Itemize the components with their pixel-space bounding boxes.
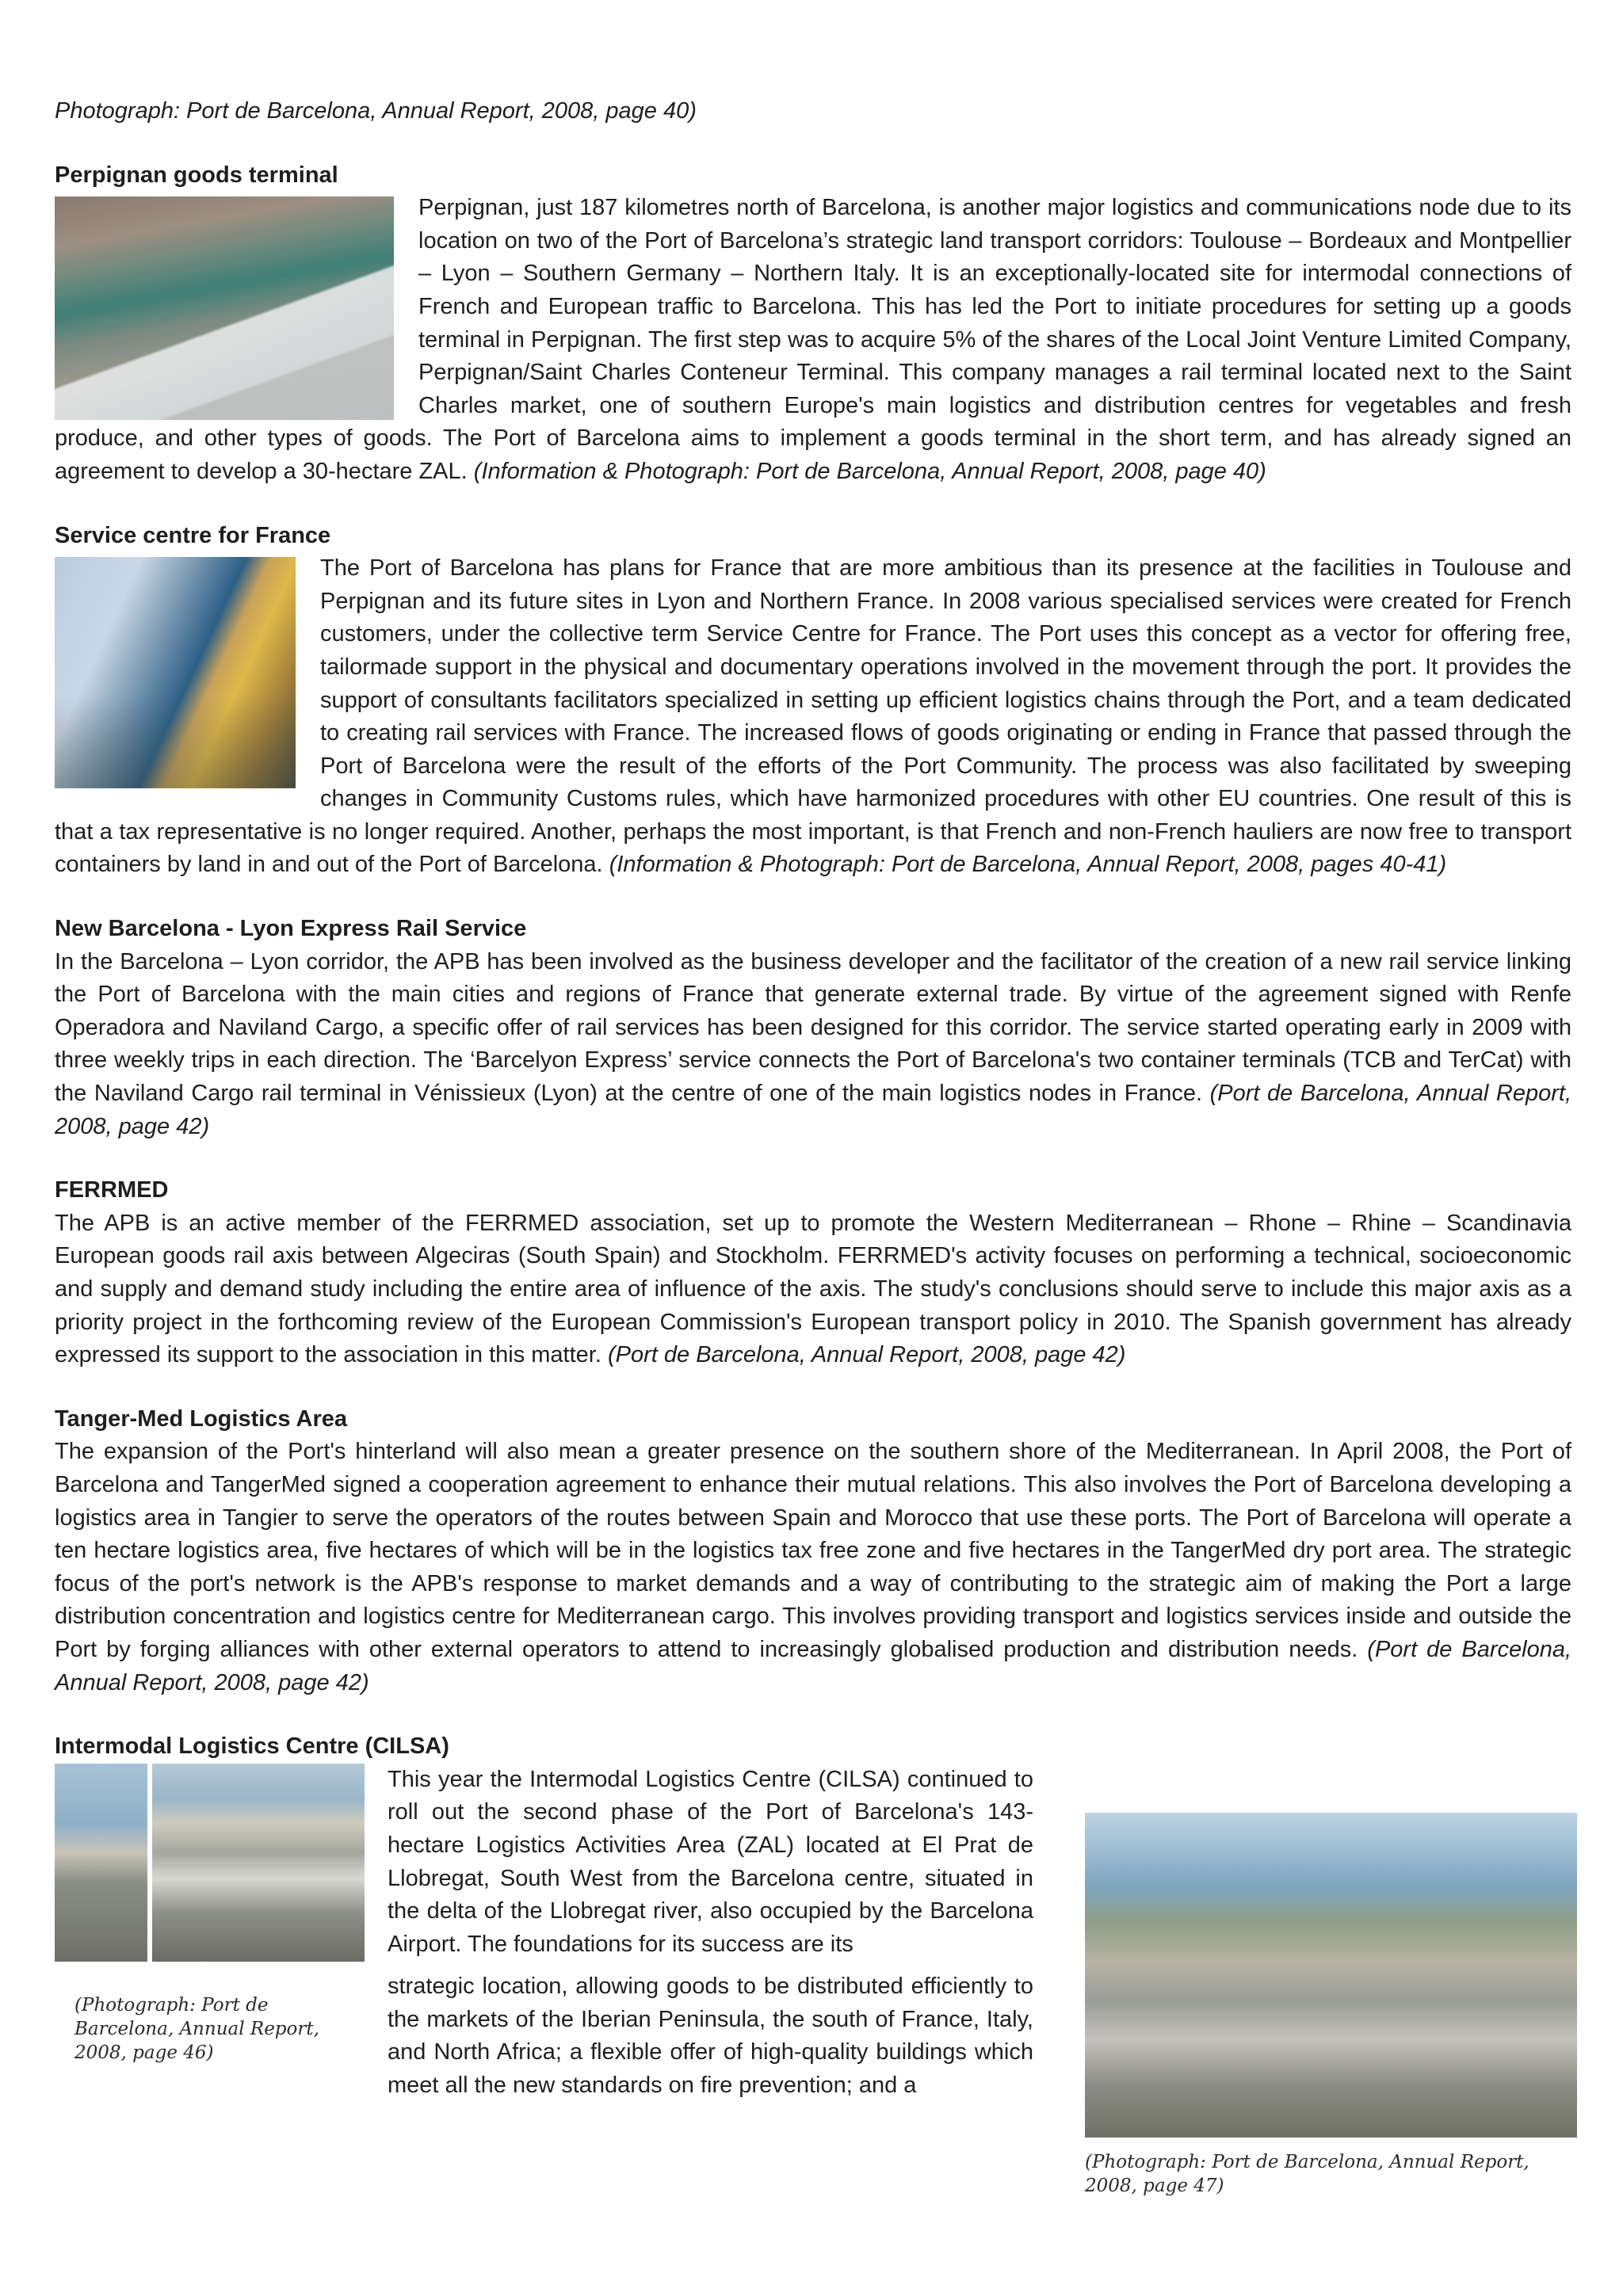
- france-paragraph: [55, 552, 1571, 882]
- cilsa-aerial-photo-a: [55, 1764, 147, 1962]
- perpignan-paragraph: [55, 192, 1571, 488]
- cilsa-left-photo-caption: (Photograph: Port de Barcelona, Annual Report, 2008, page 46): [74, 1994, 319, 2063]
- france-heading: Service centre for France: [55, 522, 331, 548]
- cilsa-zal-aerial-photo: [1085, 1813, 1577, 2138]
- ferrmed-paragraph: [55, 1207, 1571, 1372]
- section-service-centre-france: [55, 520, 1571, 883]
- section-tanger-med: [55, 1403, 1571, 1699]
- tanger-paragraph: [55, 1436, 1571, 1699]
- cilsa-body-part2: strategic location, allowing goods to be distributed efficiently to the markets of the Iberian Peninsula, the south of France, Italy, and North Africa; a flexible offer of high-quality buildings which meet all the new standards on fire prevention; and a: [388, 1974, 1033, 2099]
- ferrmed-citation: (Port de Barcelona, Annual Report, 2008, page 42): [607, 1342, 1126, 1368]
- perpignan-body: Perpignan, just 187 kilometres north of Barcelona, is another major logistics and communications node due to its location on two of the Port of Barcelona’s strategic land transport corridors: Toulouse – Bordeaux and Montpellier – Lyon – Southern Germany – Northern Italy. It is an exceptionally-located site for intermodal connections of French and European traffic to Barcelona. This has led the Port to initiate procedures for setting up a goods terminal in Perpignan. The first step was to acquire 5% of the shares of the Local Joint Venture Limited Company, Perpignan/Saint Charles Conteneur Terminal. This company manages a rail terminal located next to the Saint Charles market, one of southern Europe's main logistics and distribution centres for vegetables and fresh produce, and other types of goods. The Port of Barcelona aims to implement a goods terminal in the short term, and has already signed an agreement to develop a 30-hectare ZAL.: [55, 195, 1571, 484]
- perpignan-heading: Perpignan goods terminal: [55, 162, 338, 188]
- tanger-heading: Tanger-Med Logistics Area: [55, 1405, 348, 1432]
- lyon-heading: New Barcelona - Lyon Express Rail Service: [55, 916, 527, 942]
- cilsa-paragraph: [388, 1764, 1033, 2103]
- tanger-body: The expansion of the Port's hinterland will also mean a greater presence on the southern shore of the Mediterranean. In April 2008, the Port of Barcelona and TangerMed signed a cooperation agreement to enhance their mutual relations. This also involves the Port of Barcelona developing a logistics area in Tangier to serve the operators of the routes between Spain and Morocco that use these ports. The Port of Barcelona will operate a ten hectare logistics area, five hectares of which will be in the logistics tax free zone and five hectares in the TangerMed dry port area. The strategic focus of the port's network is the APB's response to market demands and a way of contributing to the strategic aim of making the Port a large distribution concentration and logistics centre for Mediterranean cargo. This involves providing transport and logistics services inside and outside the Port by forging alliances with other external operators to attend to increasingly globalised production and distribution needs.: [55, 1439, 1571, 1662]
- perpignan-terminal-photo: [55, 196, 394, 420]
- perpignan-citation: (Information & Photograph: Port de Barcelona, Annual Report, 2008, page 40): [473, 458, 1266, 484]
- section-lyon-express: [55, 913, 1571, 1143]
- section-ferrmed: [55, 1174, 1571, 1372]
- section-perpignan: [55, 159, 1571, 489]
- cilsa-aerial-photo-b: [152, 1764, 365, 1962]
- france-citation: (Information & Photograph: Port de Barcelona, Annual Report, 2008, pages 40-41): [609, 852, 1447, 878]
- cilsa-left-photos: [55, 1764, 365, 2063]
- lyon-citation: (Port de Barcelona, Annual Report, 2008, page 42): [55, 1081, 1572, 1139]
- ferrmed-heading: FERRMED: [55, 1177, 169, 1203]
- ferrmed-body: The APB is an active member of the FERRMED association, set up to promote the Western Mediterranean – Rhone – Rhine – Scandinavia European goods rail axis between Algeciras (South Spain) and Stockholm. FERRMED's activity focuses on performing a technical, socioeconomic and supply and demand study including the entire area of influence of the axis. The study's conclusions should serve to include this major axis as a priority project in the forthcoming review of the European Commission's European transport policy in 2010. The Spanish government has already expressed its support to the association in this matter.: [55, 1210, 1571, 1368]
- top-photo-caption: Photograph: Port de Barcelona, Annual Report, 2008, page 40): [55, 98, 697, 124]
- lyon-paragraph: [55, 946, 1571, 1144]
- france-body: The Port of Barcelona has plans for France that are more ambitious than its presence at the facilities in Toulouse and Perpignan and its future sites in Lyon and Northern France. In 2008 various specialised services were created for French customers, under the collective term Service Centre for France. The Port uses this concept as a vector for offering free, tailormade support in the physical and documentary operations involved in the movement through the port. It provides the support of consultants facilitators specialized in setting up efficient logistics chains through the Port, and a team dedicated to creating rail services with France. The increased flows of goods originating or ending in France that passed through the Port of Barcelona were the result of the efforts of the Port Community. The process was also facilitated by sweeping changes in Community Customs rules, which have harmonized procedures with other EU countries. One result of this is that a tax representative is no longer required. Another, perhaps the most important, is that French and non-French hauliers are now free to transport containers by land in and out of the Port of Barcelona.: [55, 555, 1571, 878]
- tanger-citation: (Port de Barcelona, Annual Report, 2008, page 42): [55, 1636, 1572, 1695]
- service-centre-photo: [55, 557, 296, 788]
- cilsa-right-photo-caption: (Photograph: Port de Barcelona, Annual Report, 2008, page 47): [1085, 2152, 1529, 2196]
- lyon-body: In the Barcelona – Lyon corridor, the APB has been involved as the business developer and the facilitator of the creation of a new rail service linking the Port of Barcelona with the main cities and regions of France that generate external trade. By virtue of the agreement signed with Renfe Operadora and Naviland Cargo, a specific offer of rail services has been designed for this corridor. The service started operating early in 2009 with three weekly trips in each direction. The ‘Barcelyon Express’ service connects the Port of Barcelona's two container terminals (TCB and TerCat) with the Naviland Cargo rail terminal in Vénissieux (Lyon) at the centre of one of the main logistics nodes in France.: [55, 948, 1571, 1107]
- cilsa-heading: Intermodal Logistics Centre (CILSA): [55, 1733, 449, 1760]
- cilsa-body-part1: This year the Intermodal Logistics Centre (CILSA) continued to roll out the second phase of the Port of Barcelona's 143-hectare Logistics Activities Area (ZAL) located at El Prat de Llobregat, South West from the Barcelona centre, situated in the delta of the Llobregat river, also occupied by the Barcelona Airport. The foundations for its success are its: [388, 1766, 1033, 1957]
